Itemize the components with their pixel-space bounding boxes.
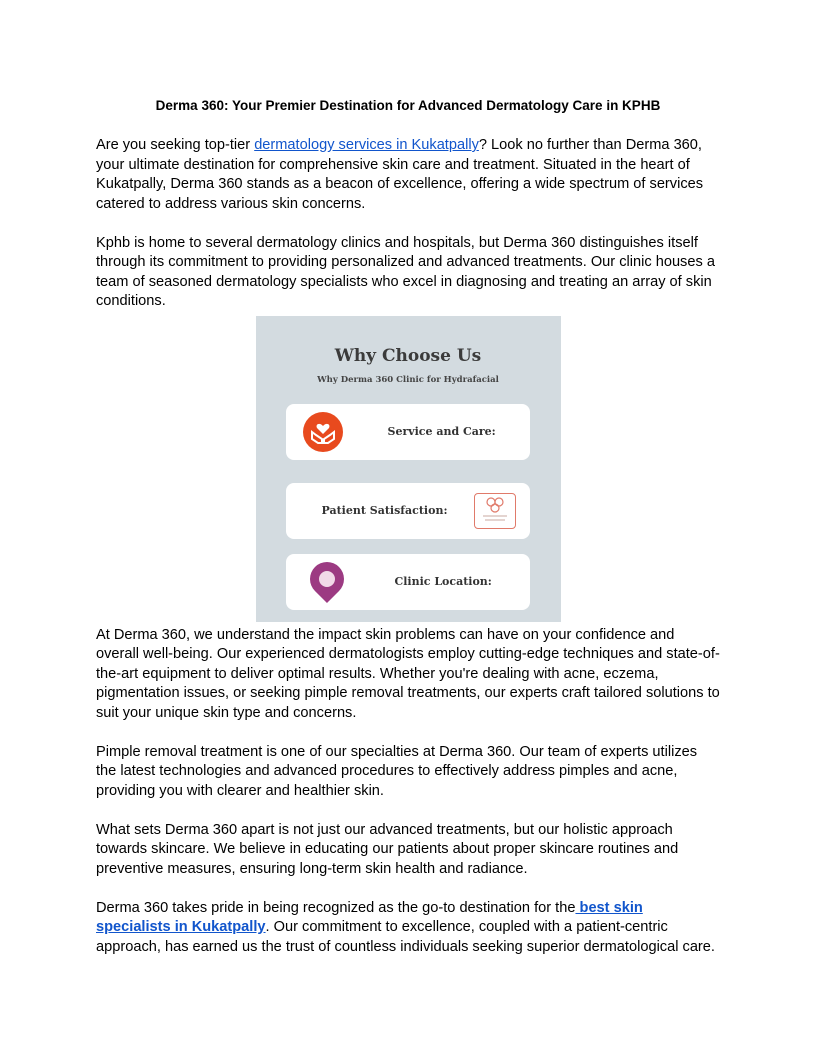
location-pin-icon	[302, 554, 350, 602]
pride-text-end: . Our commitment to excellence, coupled with a patient-centric approach, has earned us the trust of countless individuals seeking superior dermatological care.	[96, 919, 715, 955]
paragraph-intro	[96, 136, 720, 214]
clinic-location-card	[286, 554, 530, 610]
patient-satisfaction-card	[286, 483, 530, 539]
paragraph-impact: At Derma 360, we understand the impact skin problems can have on your confidence and overall well-being. Our experienced dermatologists employ cutting-edge techniques and state-of-the-art equipment to deliver optimal results. Whether you're dealing with acne, eczema, pigmentation issues, or seeking pimple removal treatments, our experts craft tailored solutions to suit your unique skin type and concerns.	[96, 626, 720, 721]
why-choose-us-image	[256, 316, 561, 622]
document-page	[96, 96, 720, 977]
figure-title: Why Choose Us	[334, 345, 482, 366]
pride-text-start: Derma 360 takes pride in being recognized as the go-to destination for the	[96, 899, 576, 916]
caring-hands-icon	[303, 412, 343, 452]
patient-satisfaction-icon	[474, 493, 516, 529]
paragraph-holistic: What sets Derma 360 apart is not just our advanced treatments, but our holistic approach towards skincare. We believe in educating our patients about proper skincare routines and preventive measures, ensuring long-term skin health and radiance.	[96, 821, 679, 877]
paragraph-kphb: Kphb is home to several dermatology clinics and hospitals, but Derma 360 distinguishes itself through its commitment to providing personalized and advanced treatments. Our clinic houses a team of seasoned dermatology specialists who excel in diagnosing and treating an array of skin conditions.	[96, 234, 715, 309]
service-care-label: Service and Care:	[387, 424, 496, 438]
page-title: Derma 360: Your Premier Destination for Advanced Dermatology Care in KPHB	[155, 98, 661, 113]
pin-inner-dot	[315, 567, 338, 590]
patient-satisfaction-label: Patient Satisfaction:	[321, 503, 448, 517]
clinic-location-label: Clinic Location:	[394, 574, 492, 588]
intro-text-start: Are you seeking top-tier	[96, 137, 255, 153]
service-care-card	[286, 404, 530, 460]
figure-subtitle: Why Derma 360 Clinic for Hydrafacial	[317, 374, 499, 385]
intro-text-end: ? Look no further than Derma 360, your ultimate destination for comprehensive skin care and treatment. Situated in the heart of Kukatpally, Derma 360 stands as a beacon of excellence, offering a wide spectrum of services catered to address various skin concerns.	[96, 137, 704, 212]
paragraph-pimple: Pimple removal treatment is one of our specialties at Derma 360. Our team of experts utilizes the latest technologies and advanced procedures to effectively address pimples and acne, providing you with clearer and healthier skin.	[96, 743, 698, 799]
best-skin-specialists-link[interactable]: best skin specialists in Kukatpally	[96, 899, 643, 935]
paragraph-pride	[96, 899, 720, 958]
dermatology-services-link[interactable]: dermatology services in Kukatpally	[254, 137, 479, 153]
